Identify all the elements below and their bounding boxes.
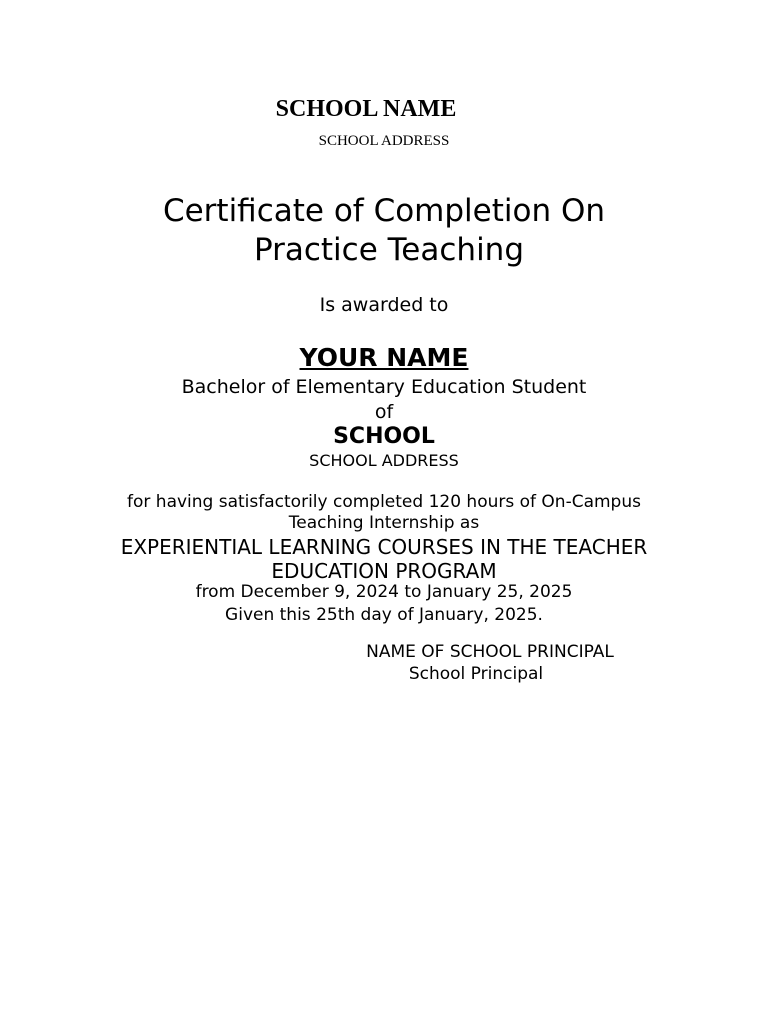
program-text: Bachelor of Elementary Education Student bbox=[181, 376, 587, 398]
school-name-heading: SCHOOL NAME bbox=[275, 96, 457, 122]
of-text: of bbox=[374, 401, 394, 423]
principal-title: School Principal bbox=[408, 664, 544, 684]
school-address: SCHOOL ADDRESS bbox=[309, 451, 459, 470]
awarded-to-text: Is awarded to bbox=[319, 294, 449, 316]
course-title-line-2: EDUCATION PROGRAM bbox=[271, 559, 497, 583]
date-range: from December 9, 2024 to January 25, 2025 bbox=[195, 582, 573, 602]
given-date: Given this 25th day of January, 2025. bbox=[225, 605, 543, 625]
certificate-title-line-1: Certificate of Completion On bbox=[162, 193, 606, 229]
principal-name: NAME OF SCHOOL PRINCIPAL bbox=[366, 642, 614, 662]
course-title-line-1: EXPERIENTIAL LEARNING COURSES IN THE TEACHER bbox=[120, 535, 648, 559]
certificate-title-line-2: Practice Teaching bbox=[253, 232, 525, 268]
school-address-heading: SCHOOL ADDRESS bbox=[318, 133, 450, 149]
description-line-1: for having satisfactorily completed 120 hours of On-Campus bbox=[127, 492, 641, 512]
description-line-2: Teaching Internship as bbox=[288, 513, 480, 533]
school-name: SCHOOL bbox=[333, 424, 435, 449]
recipient-name: YOUR NAME bbox=[299, 343, 469, 372]
